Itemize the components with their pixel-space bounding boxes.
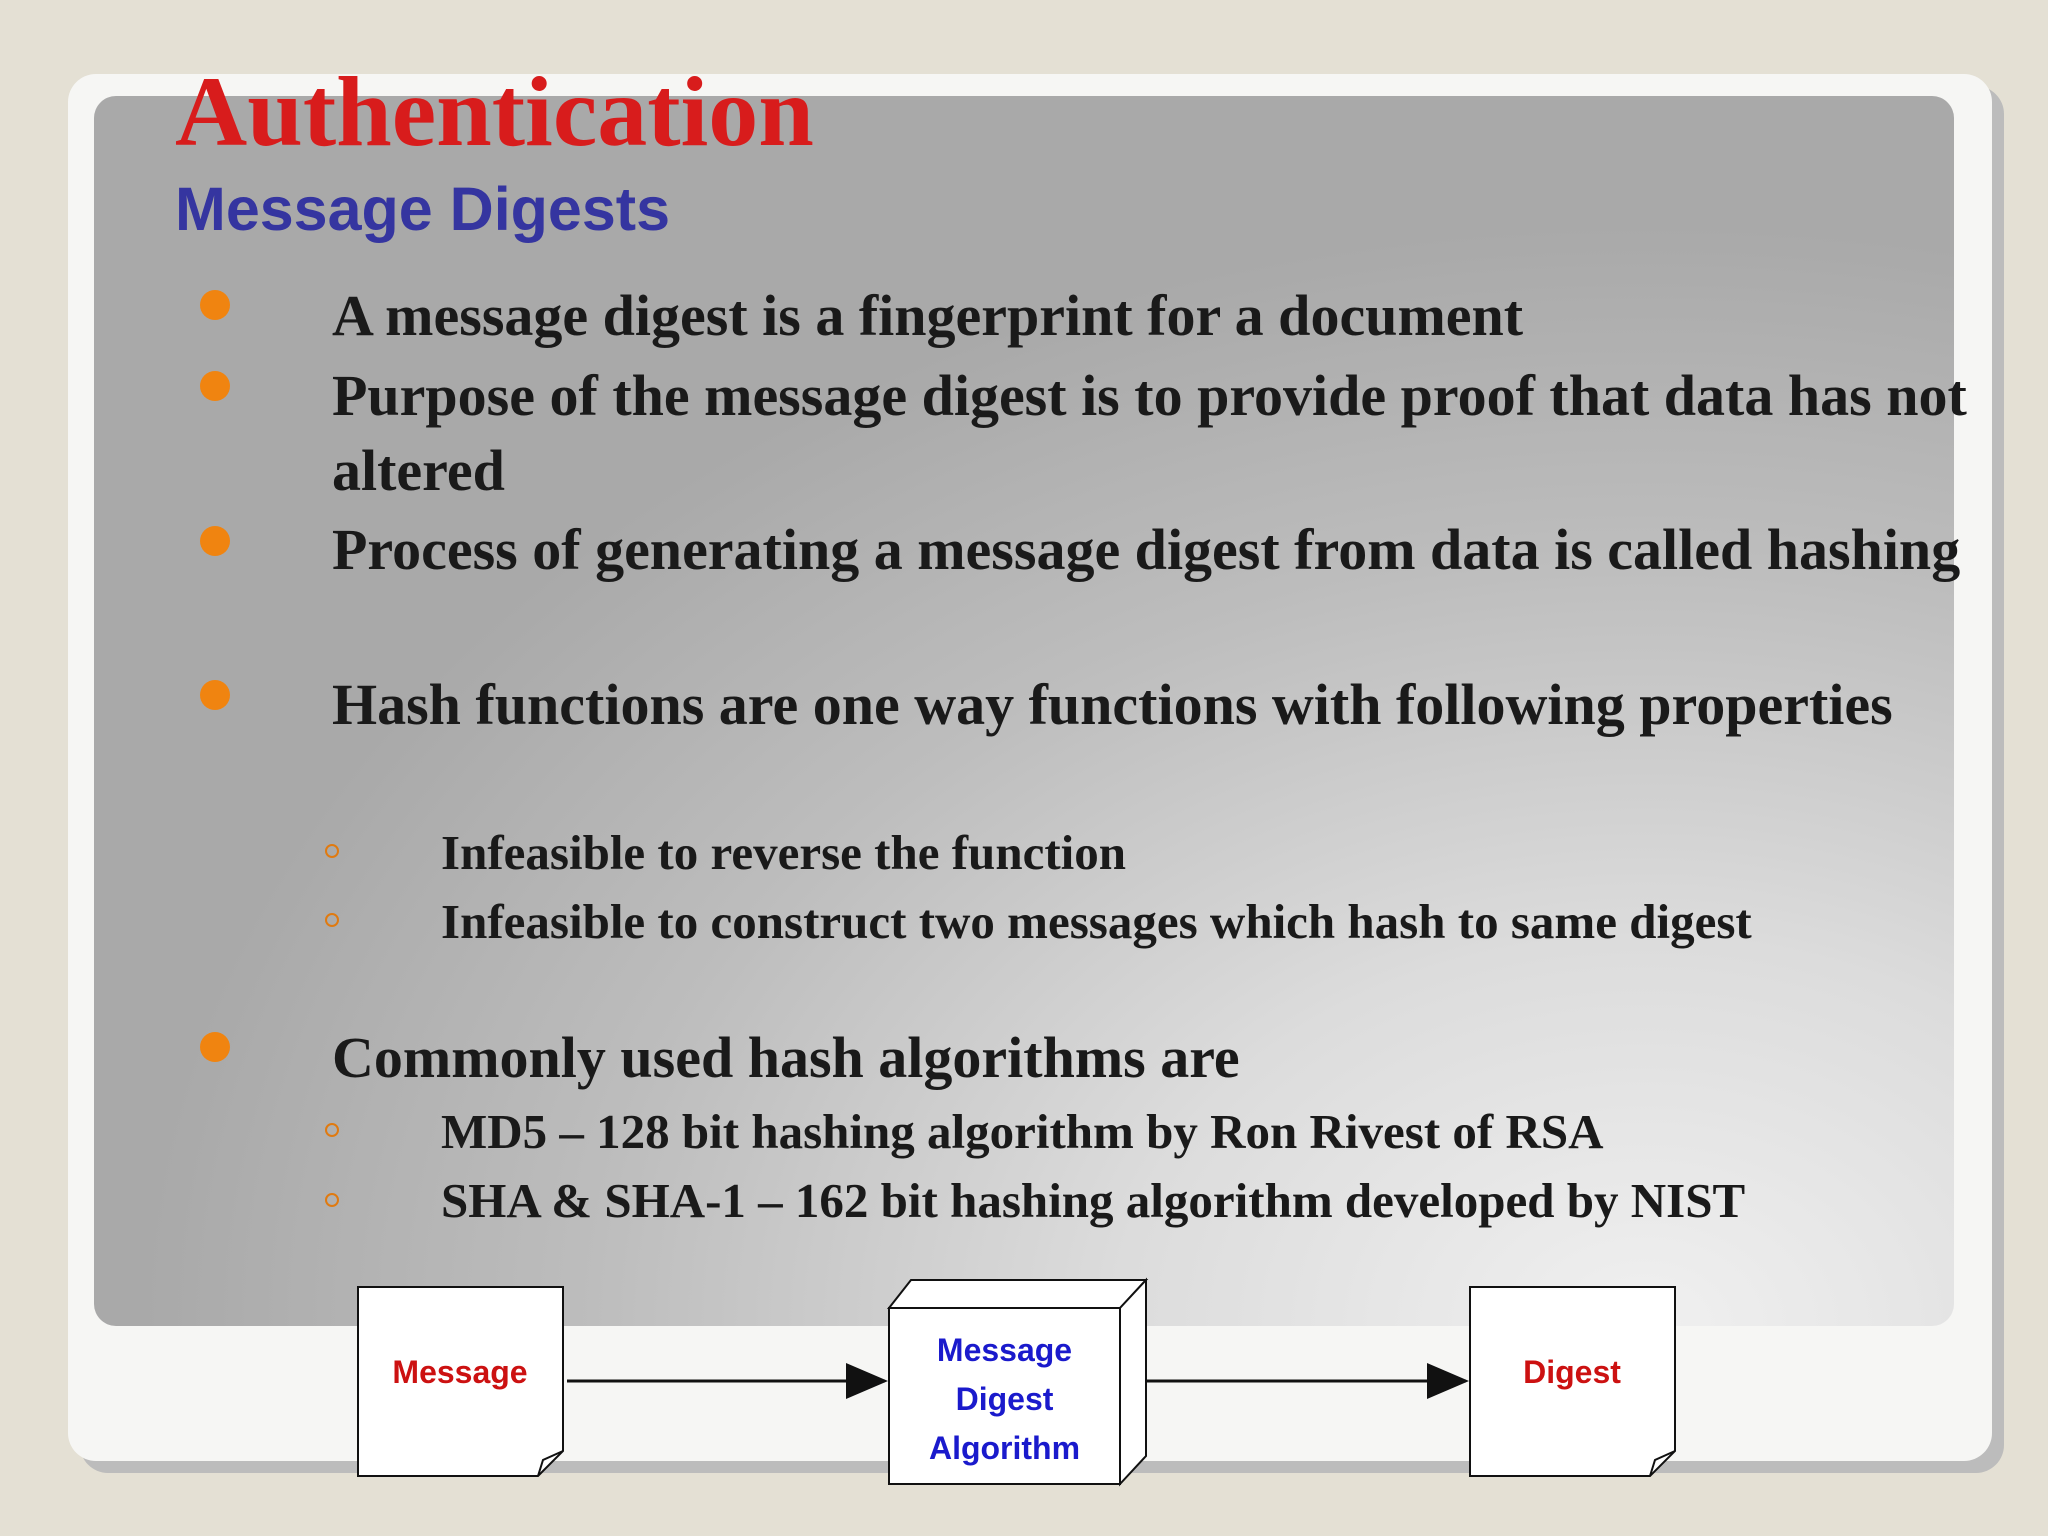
bullet-text-4: Hash functions are one way functions with following properties [332,672,1893,737]
sub-bullet-text-4-1: Infeasible to reverse the function [441,825,1126,880]
slide-title: Authentication [175,56,814,167]
bullet-text-3: Process of generating a message digest from data is called hashing [332,517,1961,582]
algorithm-label-line: Algorithm [928,1430,1081,1466]
algorithm-label-line: Message [936,1332,1073,1368]
algorithm-label [889,1326,1120,1473]
sub-bullet-text-5-2: SHA & SHA-1 – 162 bit hashing algorithm developed by NIST [441,1173,1746,1228]
bullet-text-1: A message digest is a fingerprint for a document [332,283,1524,348]
bullet-text-5: Commonly used hash algorithms are [332,1025,1240,1090]
message-label: Message [392,1354,528,1390]
bullet-text-2: Purpose of the message digest is to provide proof that data has not altered [332,363,1967,503]
sub-bullet-text-4-2: Infeasible to construct two messages which hash to same digest [441,894,1752,949]
algorithm-label-line: Digest [955,1381,1054,1417]
slide-subtitle: Message Digests [175,175,670,243]
sub-bullet-text-5-1: MD5 – 128 bit hashing algorithm by Ron Rivest of RSA [441,1104,1604,1159]
digest-label: Digest [1523,1354,1621,1390]
